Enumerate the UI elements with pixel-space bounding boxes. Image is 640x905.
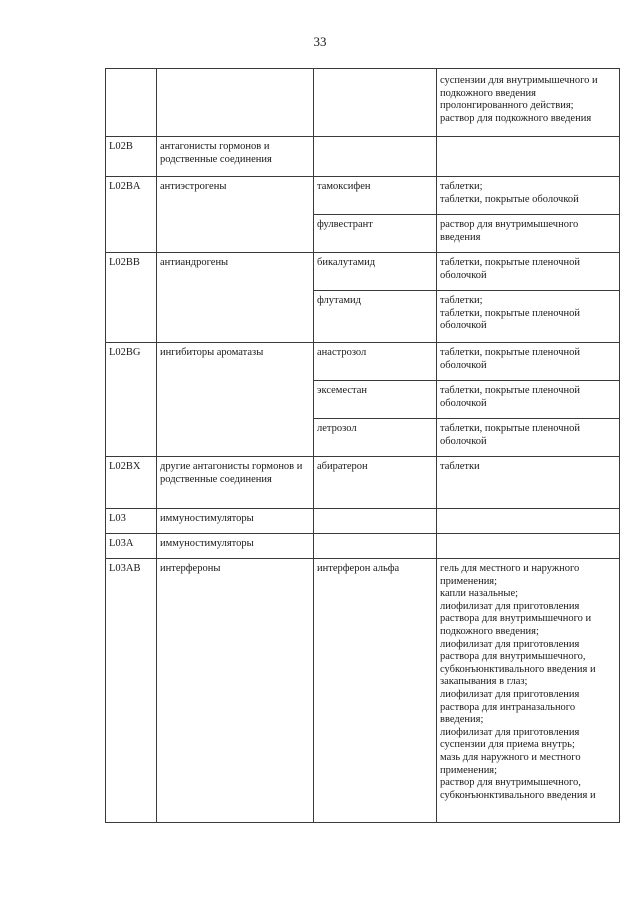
group-name-cell: антагонисты гормонов и родственные соединения [157, 137, 314, 177]
drug-table [105, 68, 620, 823]
drug-name-cell [314, 69, 437, 137]
group-name-cell: антиандрогены [157, 253, 314, 343]
atc-code-cell [106, 69, 157, 137]
drug-name-cell: интерферон альфа [314, 559, 437, 823]
atc-code-cell: L02BA [106, 177, 157, 253]
table-row [106, 534, 620, 559]
drug-name-cell: абиратерон [314, 457, 437, 509]
dosage-forms-cell [437, 534, 620, 559]
group-name-cell: другие антагонисты гормонов и родственные соединения [157, 457, 314, 509]
dosage-forms-cell: таблетки [437, 457, 620, 509]
atc-code-cell: L03AB [106, 559, 157, 823]
table-row [106, 343, 620, 381]
drug-name-cell: анастрозол [314, 343, 437, 381]
drug-name-cell: флутамид [314, 291, 437, 343]
dosage-forms-cell: таблетки; таблетки, покрытые пленочной оболочкой [437, 291, 620, 343]
atc-code-cell: L02BG [106, 343, 157, 457]
table-row [106, 559, 620, 823]
table-row [106, 457, 620, 509]
dosage-forms-cell: суспензии для внутримышечного и подкожного введения пролонгированного действия; раствор для подкожного введения [437, 69, 620, 137]
group-name-cell [157, 69, 314, 137]
dosage-forms-cell: таблетки; таблетки, покрытые оболочкой [437, 177, 620, 215]
dosage-forms-cell: таблетки, покрытые пленочной оболочкой [437, 381, 620, 419]
drug-name-cell [314, 137, 437, 177]
drug-name-cell: тамоксифен [314, 177, 437, 215]
dosage-forms-cell [437, 509, 620, 534]
atc-code-cell: L03 [106, 509, 157, 534]
group-name-cell: интерфероны [157, 559, 314, 823]
atc-code-cell: L02B [106, 137, 157, 177]
table-row [106, 177, 620, 215]
group-name-cell: ингибиторы ароматазы [157, 343, 314, 457]
page-number: 33 [313, 34, 327, 49]
group-name-cell: антиэстрогены [157, 177, 314, 253]
drug-name-cell: бикалутамид [314, 253, 437, 291]
group-name-cell: иммуностимуляторы [157, 534, 314, 559]
group-name-cell: иммуностимуляторы [157, 509, 314, 534]
atc-code-cell: L03A [106, 534, 157, 559]
atc-code-cell: L02BB [106, 253, 157, 343]
drug-name-cell [314, 509, 437, 534]
table-row [106, 137, 620, 177]
table-row [106, 253, 620, 291]
drug-name-cell: фулвестрант [314, 215, 437, 253]
dosage-forms-cell: таблетки, покрытые пленочной оболочкой [437, 343, 620, 381]
dosage-forms-cell: таблетки, покрытые пленочной оболочкой [437, 253, 620, 291]
dosage-forms-cell [437, 137, 620, 177]
table-row [106, 509, 620, 534]
drug-name-cell [314, 534, 437, 559]
dosage-forms-cell: раствор для внутримышечного введения [437, 215, 620, 253]
drug-name-cell: летрозол [314, 419, 437, 457]
atc-code-cell: L02BX [106, 457, 157, 509]
dosage-forms-cell: таблетки, покрытые пленочной оболочкой [437, 419, 620, 457]
dosage-forms-cell: гель для местного и наружного применения; капли назальные; лиофилизат для приготовления раствора для внутримышечного и подкожного введения; лиофилизат для приготовления раствора для внутримышечного, субконъюнктивального введения и закапывания в глаз; лиофилизат для приготовления раствора для интраназального введения; лиофилизат для приготовления суспензии для приема внутрь; мазь для наружного и местного применения; раствор для внутримышечного, субконъюнктивального введения и [437, 559, 620, 823]
table-row [106, 69, 620, 137]
drug-name-cell: эксеместан [314, 381, 437, 419]
